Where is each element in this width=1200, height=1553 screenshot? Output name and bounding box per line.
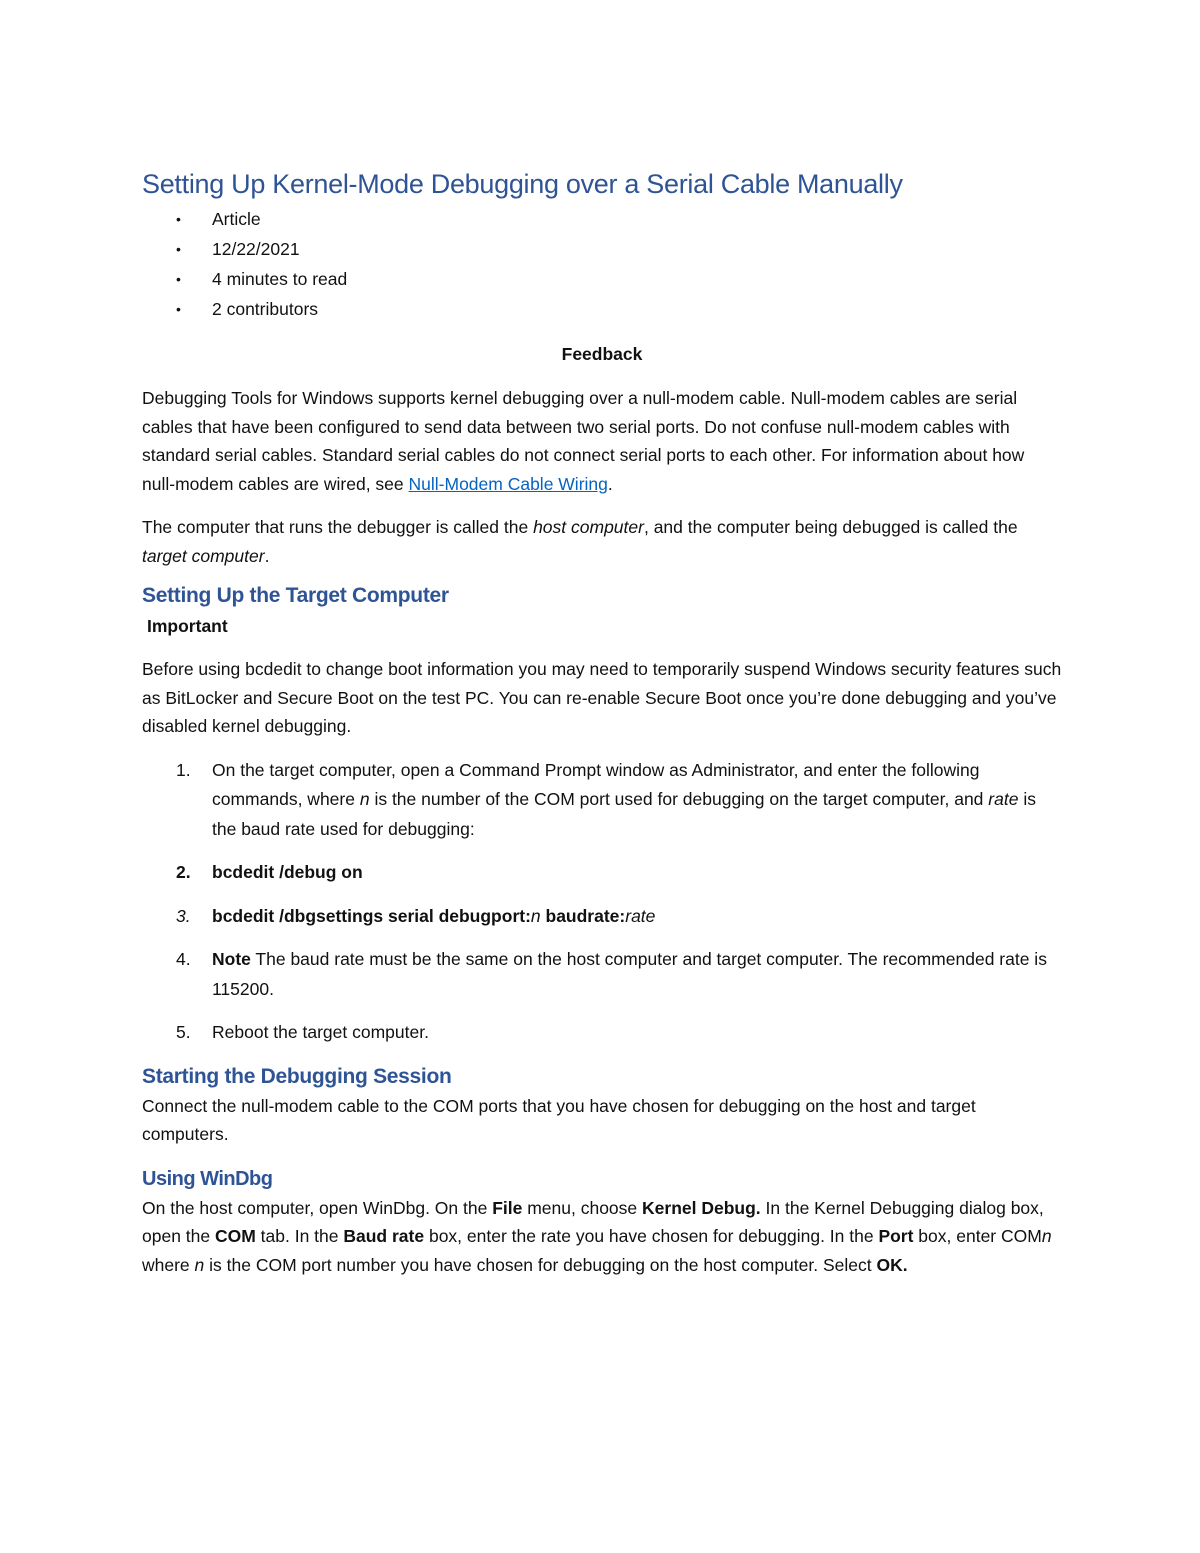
- session-paragraph: Connect the null-modem cable to the COM ports that you have chosen for debugging on the host and target computers.: [142, 1095, 976, 1144]
- step-item: 1. On the target computer, open a Command Prompt window as Administrator, and enter the following commands, where n is the number of the COM port used for debugging on the target computer, and rate is the baud rate used for debugging:: [142, 756, 1062, 845]
- meta-item-date: • 12/22/2021: [142, 234, 1062, 264]
- intro-paragraph: Debugging Tools for Windows supports kernel debugging over a null-modem cable. Null-modem cables are serial cables that have been configured to send data between two serial ports. Do not confuse null-modem cables with standard serial cables. Standard serial cables do not connect serial ports to each other. For information about how null-modem cables are wired, see Null-Modem Cable Wiring.: [142, 388, 1025, 494]
- section-heading-windbg: Using WinDbg: [142, 1167, 273, 1190]
- feedback-label: Feedback: [561, 344, 643, 364]
- setup-steps-list: [142, 756, 1062, 1048]
- windbg-paragraph: On the host computer, open WinDbg. On the File menu, choose Kernel Debug. In the Kernel Debugging dialog box, open the COM tab. In the Baud rate box, enter the rate you have chosen for debugging. In the Port box, enter COMn where n is the COM port number you have chosen for debugging on the host computer. Select OK.: [142, 1197, 1052, 1275]
- article-meta-list: [142, 204, 1062, 324]
- bullet-icon: •: [176, 241, 181, 257]
- null-modem-wiring-link[interactable]: Null-Modem Cable Wiring: [408, 473, 608, 494]
- meta-item-read-time: • 4 minutes to read: [142, 264, 1062, 294]
- step-item: [142, 858, 1062, 888]
- document-content: [142, 164, 1062, 1279]
- section-heading-debugging-session: Starting the Debugging Session: [142, 1064, 452, 1088]
- step-item: 3. bcdedit /dbgsettings serial debugport:n baudrate:rate: [142, 902, 1062, 932]
- bullet-icon: •: [176, 271, 181, 287]
- important-paragraph: Before using bcdedit to change boot information you may need to temporarily suspend Windows security features such as BitLocker and Secure Boot on the test PC. You can re-enable Secure Boot once you’re done debugging and you’ve disabled kernel debugging.: [142, 659, 1062, 736]
- step-number: 3.: [176, 905, 191, 926]
- meta-item-type: • Article: [142, 204, 1062, 234]
- host-computer-term: host computer: [533, 517, 644, 537]
- host-target-paragraph: The computer that runs the debugger is called the host computer, and the computer being debugged is called the target computer.: [142, 517, 1018, 566]
- section-heading-target-computer: Setting Up the Target Computer: [142, 584, 449, 607]
- step-number: 1.: [176, 759, 191, 780]
- step-number: 4.: [176, 949, 191, 969]
- document-title: Setting Up Kernel-Mode Debugging over a Serial Cable Manually: [142, 169, 903, 199]
- bullet-icon: •: [176, 211, 181, 227]
- meta-item-contributors: • 2 contributors: [142, 294, 1062, 324]
- note-label: Note: [212, 949, 251, 969]
- step-number: 5.: [176, 1022, 191, 1042]
- command-text: bcdedit /debug on: [212, 862, 363, 882]
- target-computer-term: target computer: [142, 545, 265, 566]
- step-item: 5. Reboot the target computer.: [142, 1018, 1062, 1048]
- step-item: 4. Note The baud rate must be the same on the host computer and target computer. The recommended rate is 115200.: [142, 945, 1062, 1004]
- step-number: 2.: [176, 862, 191, 882]
- bullet-icon: •: [176, 301, 181, 317]
- important-label: Important: [147, 616, 228, 636]
- command-text: bcdedit /dbgsettings serial debugport:: [212, 905, 531, 926]
